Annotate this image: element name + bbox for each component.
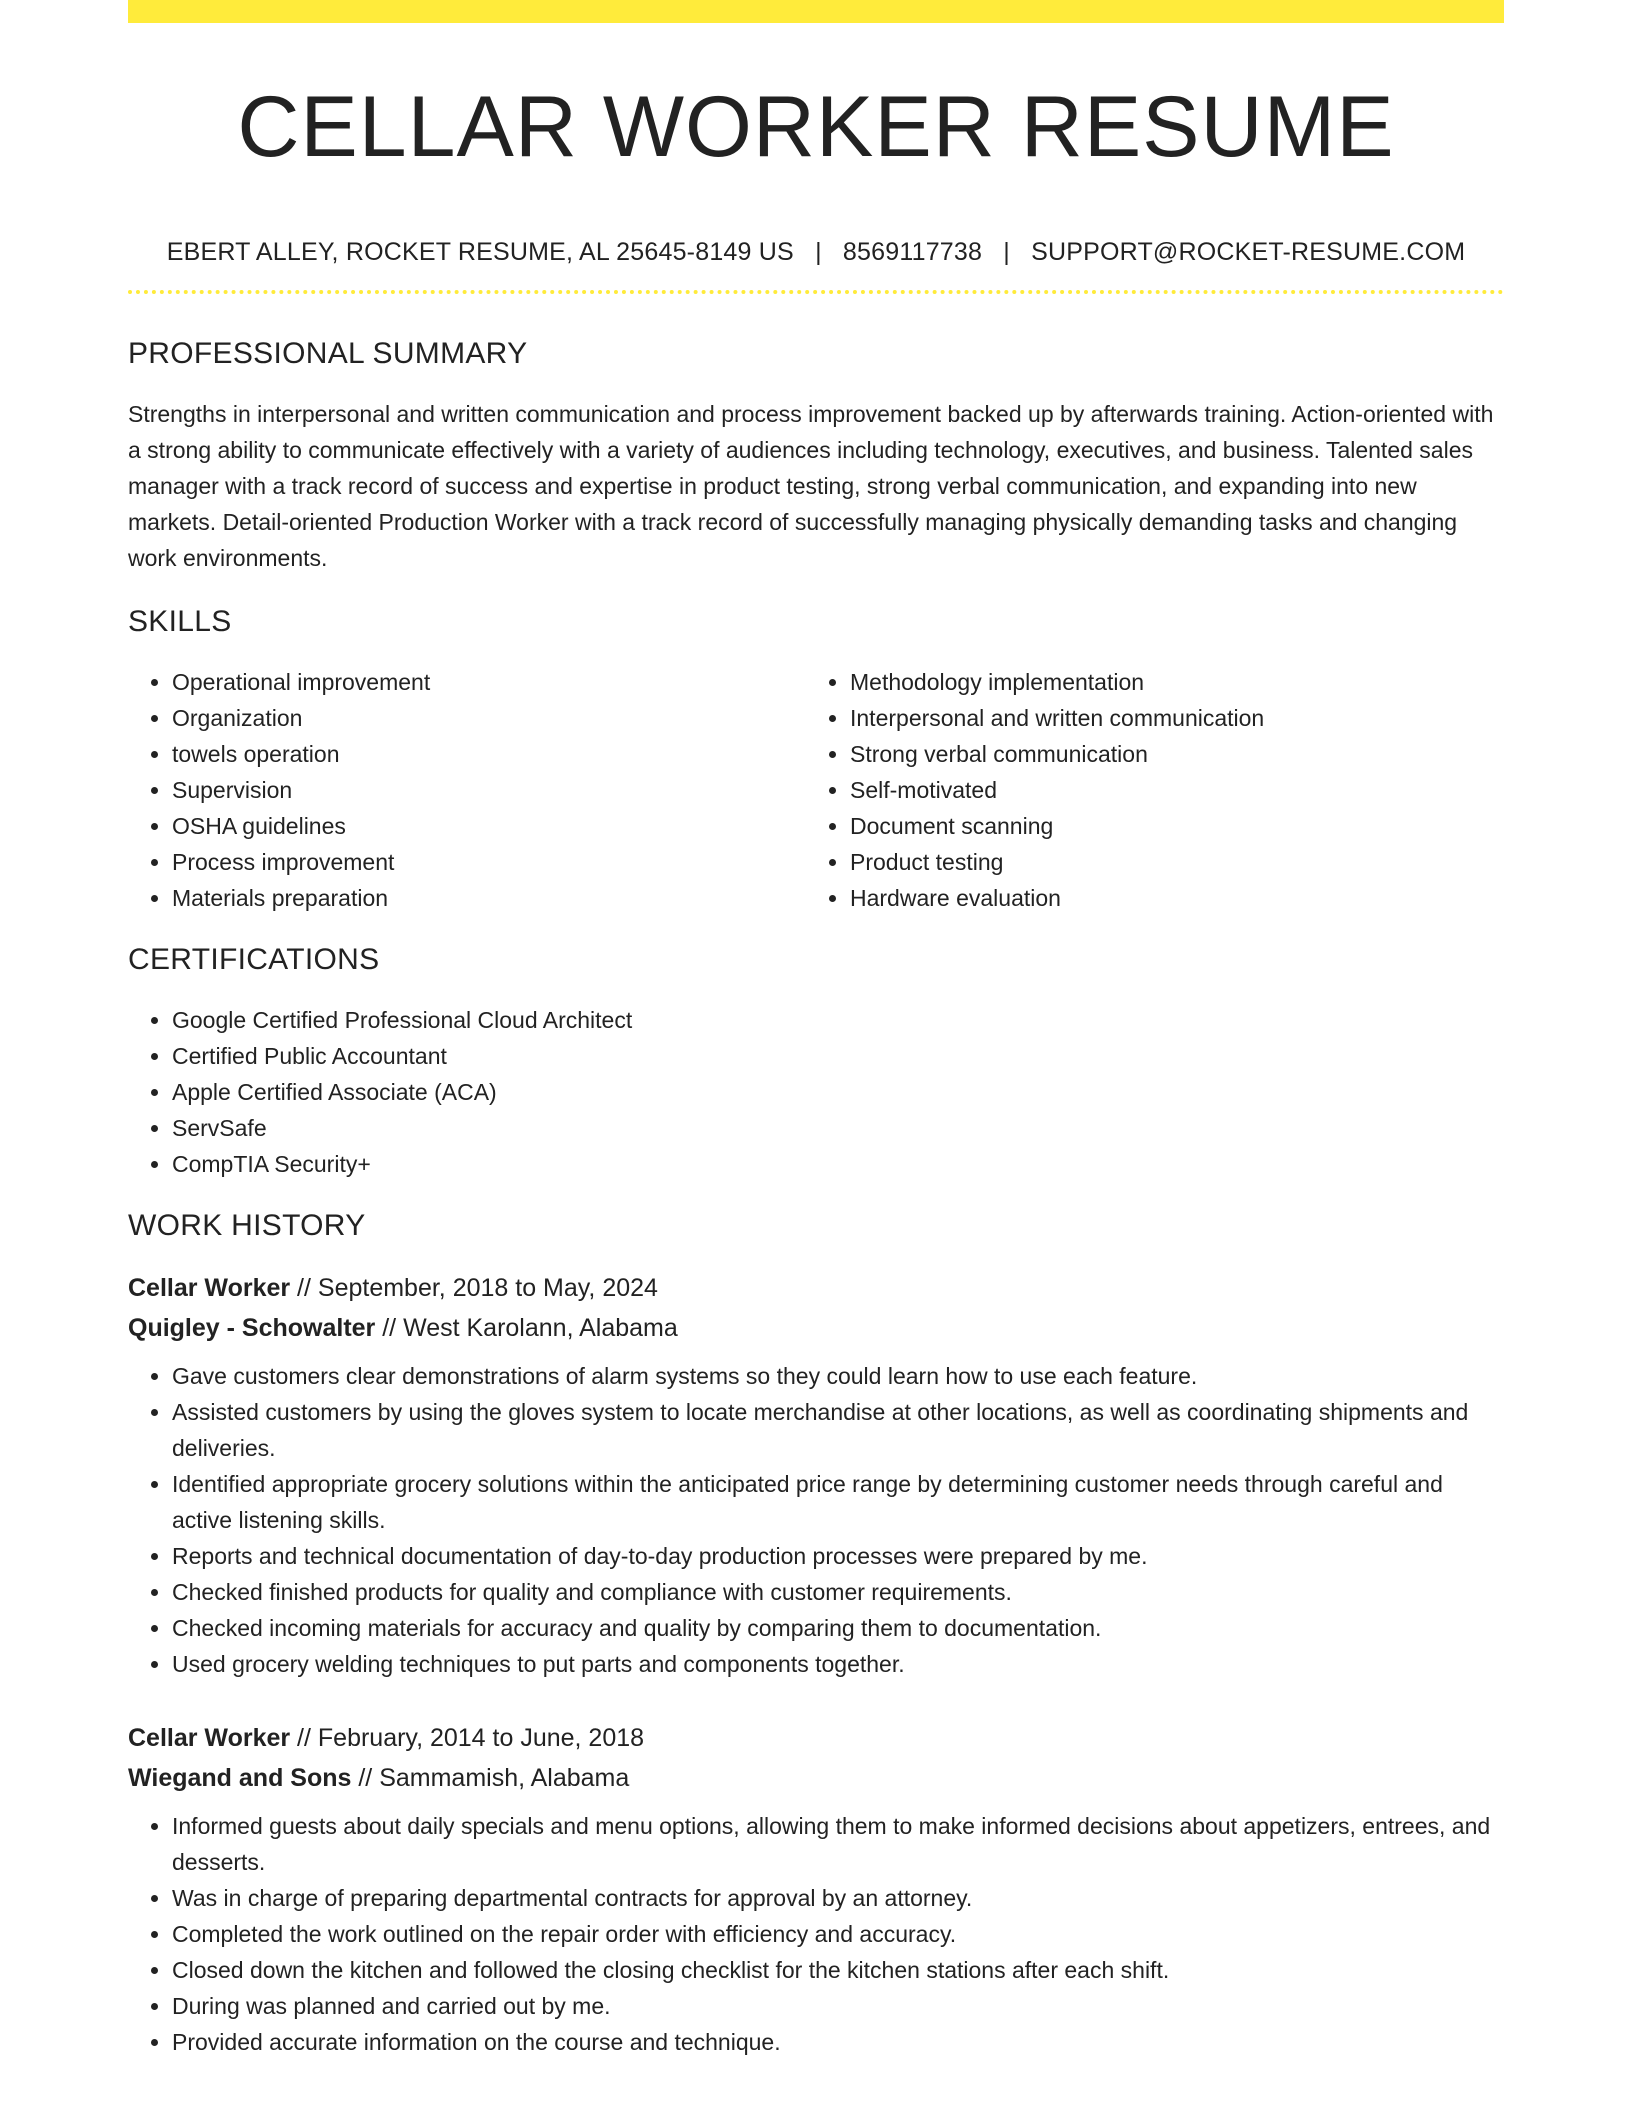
job-dates: // September, 2018 to May, 2024	[290, 1274, 658, 1302]
certification-item: • Google Certified Professional Cloud Architect	[172, 1002, 1504, 1038]
skill-item: • Organization	[172, 700, 806, 736]
resume-content	[128, 0, 1504, 2060]
job-duty: • During was planned and carried out by me.	[172, 1988, 1504, 2024]
job-location: // Sammamish, Alabama	[351, 1764, 630, 1792]
contact-email: SUPPORT@ROCKET-RESUME.COM	[1031, 238, 1466, 266]
work-history-heading: WORK HISTORY	[128, 1209, 366, 1242]
job-title: Cellar Worker	[128, 1724, 291, 1752]
certifications-heading: CERTIFICATIONS	[128, 943, 380, 976]
skill-item: • Process improvement	[172, 844, 806, 880]
skills-left-list	[128, 664, 806, 916]
summary-text: Strengths in interpersonal and written communication and process improvement backed up by afterwards training. Action-oriented with a strong ability to communicate effectively with a variety of audiences including technology, executives, and business. Talented sales manager with a track record of success and expertise in product testing, strong verbal communication, and expanding into new markets. Detail-oriented Production Worker with a track record of successfully managing physically demanding tasks and changing work environments.	[128, 401, 1494, 571]
skill-item: • Document scanning	[850, 808, 1484, 844]
skills-left-column	[128, 664, 806, 916]
skill-item: • Strong verbal communication	[850, 736, 1484, 772]
header-divider	[128, 290, 1504, 294]
skills-right-list	[806, 664, 1484, 916]
job-company: Quigley - Schowalter	[128, 1314, 376, 1342]
resume-title: CELLAR WORKER RESUME	[237, 79, 1395, 175]
certification-item: • CompTIA Security+	[172, 1146, 1504, 1182]
job-duties-list	[128, 1808, 1504, 2060]
skills-columns	[128, 664, 1504, 916]
job-entry	[128, 1268, 1504, 1682]
job-location: // West Karolann, Alabama	[375, 1314, 678, 1342]
contact-separator: |	[815, 238, 822, 266]
contact-phone: 8569117738	[842, 238, 983, 266]
certification-item: • Apple Certified Associate (ACA)	[172, 1074, 1504, 1110]
job-duty: • Reports and technical documentation of day-to-day production processes were prepared by me.	[172, 1538, 1504, 1574]
job-dates: // February, 2014 to June, 2018	[290, 1724, 645, 1752]
skill-item: • Product testing	[850, 844, 1484, 880]
job-duty: • Was in charge of preparing departmental contracts for approval by an attorney.	[172, 1880, 1504, 1916]
skill-item: • Self-motivated	[850, 772, 1484, 808]
job-duty: • Checked incoming materials for accuracy and quality by comparing them to documentation.	[172, 1610, 1504, 1646]
job-duty: • Informed guests about daily specials and menu options, allowing them to make informed decisions about appetizers, entrees, and desserts.	[172, 1808, 1504, 1880]
skills-heading: SKILLS	[128, 605, 232, 638]
job-duty: • Closed down the kitchen and followed the closing checklist for the kitchen stations after each shift.	[172, 1952, 1504, 1988]
job-entry	[128, 1718, 1504, 2060]
job-duty: • Provided accurate information on the course and technique.	[172, 2024, 1504, 2060]
job-duties-list	[128, 1358, 1504, 1682]
skills-right-column	[806, 664, 1484, 916]
job-duty: • Identified appropriate grocery solutions within the anticipated price range by determining customer needs through careful and active listening skills.	[172, 1466, 1504, 1538]
certification-item: • Certified Public Accountant	[172, 1038, 1504, 1074]
job-company: Wiegand and Sons	[128, 1764, 352, 1792]
job-duty: • Assisted customers by using the gloves system to locate merchandise at other locations, as well as coordinating shipments and deliveries.	[172, 1394, 1504, 1466]
contact-separator: |	[1003, 238, 1010, 266]
skill-item: • Supervision	[172, 772, 806, 808]
contact-address: EBERT ALLEY, ROCKET RESUME, AL 25645-8149 US	[166, 238, 794, 266]
skill-item: • towels operation	[172, 736, 806, 772]
skill-item: • Hardware evaluation	[850, 880, 1484, 916]
job-title: Cellar Worker	[128, 1274, 291, 1302]
job-duty: • Checked finished products for quality and compliance with customer requirements.	[172, 1574, 1504, 1610]
skill-item: • Methodology implementation	[850, 664, 1484, 700]
job-duty: • Completed the work outlined on the repair order with efficiency and accuracy.	[172, 1916, 1504, 1952]
job-duty: • Used grocery welding techniques to put parts and components together.	[172, 1646, 1504, 1682]
skill-item: • Interpersonal and written communication	[850, 700, 1484, 736]
skill-item: • Materials preparation	[172, 880, 806, 916]
job-title-line	[128, 1268, 1504, 1308]
skill-item: • Operational improvement	[172, 664, 806, 700]
certifications-list	[128, 1002, 1504, 1182]
certification-item: • ServSafe	[172, 1110, 1504, 1146]
summary-heading: PROFESSIONAL SUMMARY	[128, 337, 528, 370]
job-company-line	[128, 1308, 1504, 1348]
contact-line	[128, 236, 1504, 268]
job-company-line	[128, 1758, 1504, 1798]
job-title-line	[128, 1718, 1504, 1758]
job-duty: • Gave customers clear demonstrations of alarm systems so they could learn how to use each feature.	[172, 1358, 1504, 1394]
skill-item: • OSHA guidelines	[172, 808, 806, 844]
